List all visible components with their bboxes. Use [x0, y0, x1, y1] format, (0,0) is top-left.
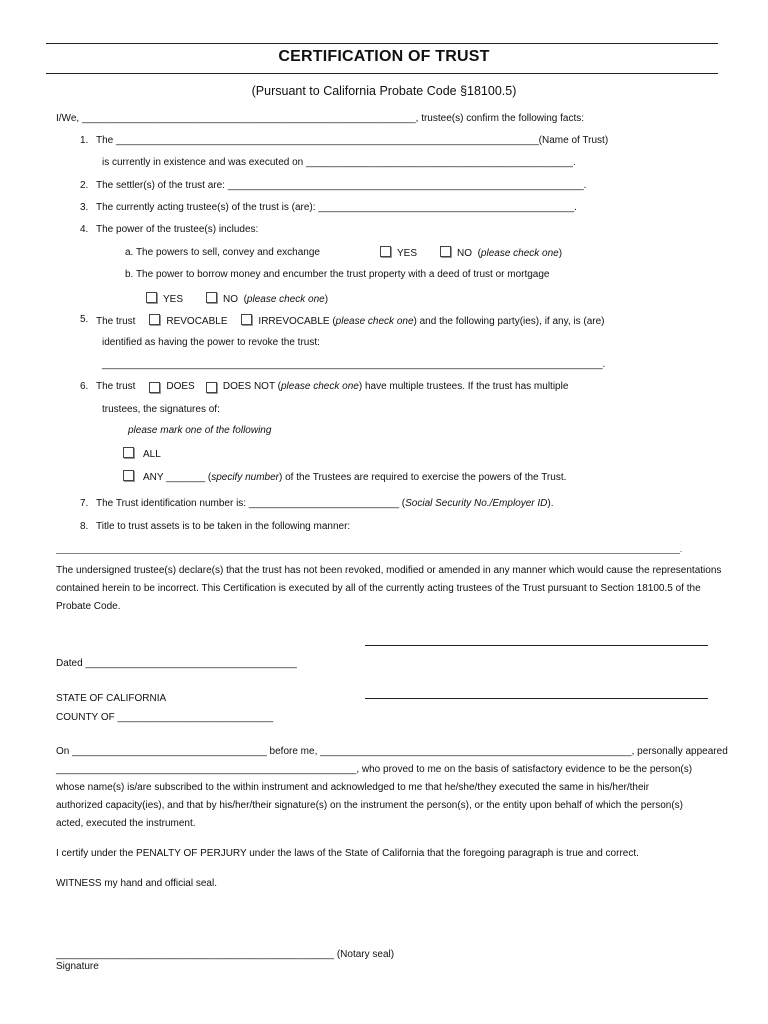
item-4b-text: b. The power to borrow money and encumber the trust property with a deed of trust or mortgage	[125, 269, 550, 280]
specify-number-hint: specify number	[211, 472, 280, 483]
title-manner-field[interactable]: _________________________________________________________________________________________________________________________________________.	[56, 545, 683, 554]
any-checkbox[interactable]	[123, 470, 134, 481]
perjury-statement: I certify under the PENALTY OF PERJURY under the laws of the State of California that the foregoing paragraph is true and correct.	[56, 848, 639, 859]
item-5-number: 5.	[80, 314, 89, 325]
does-label: DOES	[166, 381, 195, 392]
checkbox[interactable]	[146, 292, 157, 303]
intro-prefix: I/We,	[56, 113, 80, 124]
title-rule	[46, 73, 718, 74]
item-4a-no-option[interactable]: NO (please check one)	[440, 246, 562, 260]
all-option[interactable]: ALL	[123, 447, 161, 461]
trust-name-field[interactable]: The ____________________________________________________________________________(Name of Trust)	[96, 135, 609, 146]
item-6-line: The trust DOES DOES NOT (please check one) have multiple trustees. If the trust has multiple	[96, 381, 569, 392]
item-8-text: Title to trust assets is to be taken in the following manner:	[96, 521, 351, 532]
does-not-checkbox[interactable]	[206, 382, 217, 393]
item-3-number: 3.	[80, 202, 89, 213]
top-rule	[46, 43, 718, 44]
does-checkbox[interactable]	[149, 382, 160, 393]
item-2-number: 2.	[80, 180, 89, 191]
checkbox[interactable]	[380, 246, 391, 257]
checkbox[interactable]	[440, 246, 451, 257]
signature-label: Signature	[56, 961, 99, 972]
check-one-hint: please check one	[246, 294, 325, 305]
settlers-field[interactable]: The settler(s) of the trust are: ________________________________________________________________.	[96, 180, 587, 191]
item-4a-text: a. The powers to sell, convey and exchange	[125, 247, 320, 258]
trustee-signature-line-1[interactable]	[365, 645, 708, 646]
check-one-hint: please check one	[335, 316, 414, 327]
item-1-number: 1.	[80, 135, 89, 146]
page-title: CERTIFICATION OF TRUST	[278, 48, 490, 65]
item-7-number: 7.	[80, 498, 89, 509]
check-one-hint: please check one	[480, 248, 559, 259]
checkbox[interactable]	[206, 292, 217, 303]
trust-id-field[interactable]: The Trust identification number is: ___________________________ (Social Security No./Employer ID).	[96, 498, 554, 509]
any-option[interactable]: ANY _______ (specify number) of the Trustees are required to exercise the powers of the Trust.	[123, 470, 566, 484]
item-6-instruction: please mark one of the following	[128, 425, 272, 436]
item-6-line-2: trustees, the signatures of:	[102, 404, 220, 415]
intro-line	[56, 113, 584, 125]
ssn-employer-hint: Social Security No./Employer ID	[405, 498, 548, 509]
item-4b-yes-option[interactable]: YES	[146, 292, 183, 306]
notary-signature-field[interactable]: __________________________________________________ (Notary seal)	[56, 949, 395, 960]
item-4-number: 4.	[80, 224, 89, 235]
execution-date-field[interactable]: is currently in existence and was executed on ________________________________________________.	[102, 157, 576, 168]
item-6-number: 6.	[80, 381, 89, 392]
does-not-label: DOES NOT (	[222, 381, 281, 392]
intro-suffix: , trustee(s) confirm the following facts:	[415, 113, 585, 124]
county-field[interactable]: COUNTY OF ____________________________	[56, 712, 274, 723]
state-label: STATE OF CALIFORNIA	[56, 693, 167, 704]
item-4b-no-option[interactable]: NO (please check one)	[206, 292, 328, 306]
irrevocable-label: IRREVOCABLE (	[258, 316, 336, 327]
page-subtitle: (Pursuant to California Probate Code §18100.5)	[251, 84, 517, 98]
witness-statement: WITNESS my hand and official seal.	[56, 878, 217, 889]
revoke-party-field[interactable]: __________________________________________________________________________________________.	[102, 359, 606, 370]
all-checkbox[interactable]	[123, 447, 134, 458]
item-4-text: The power of the trustee(s) includes:	[96, 224, 259, 235]
item-5-line-2: identified as having the power to revoke the trust:	[102, 337, 320, 348]
notary-paragraph: On ___________________________________ before me, ________________________________________________________, personally appeared ______________________________________________________, who proved to me on the basis of satisfactory evidence to be the person(s) whose name(s) is/are subscribed to the within instrument and acknowledged to me that he/she/they executed the same in his/her/their authorized capacity(ies), and that by his/her/their signature(s) on the instrument the person(s), or the entity upon behalf of which the person(s) acted, executed the instrument.	[56, 746, 728, 829]
declaration-paragraph: The undersigned trustee(s) declare(s) that the trust has not been revoked, modified or amended in any manner which would cause the representations contained herein to be incorrect. This Certification is executed by all of the currently acting trustees of the Trust pursuant to Section 18100.5 of the Probate Code.	[56, 565, 722, 612]
check-one-hint: please check one	[281, 381, 359, 392]
item-5-line: The trust REVOCABLE IRREVOCABLE (please check one) and the following party(ies), if any, is (are)	[96, 316, 605, 327]
acting-trustees-field[interactable]: The currently acting trustee(s) of the trust is (are): ______________________________________________.	[96, 202, 577, 213]
irrevocable-checkbox[interactable]	[241, 314, 252, 325]
revocable-checkbox[interactable]	[149, 314, 160, 325]
revocable-label: REVOCABLE	[166, 316, 228, 327]
trustee-names-field[interactable]: ____________________________________________________________	[81, 113, 416, 124]
item-8-number: 8.	[80, 521, 89, 532]
item-4a-yes-option[interactable]: YES	[380, 246, 417, 260]
trustee-signature-line-2[interactable]	[365, 698, 708, 699]
dated-field[interactable]: Dated ______________________________________	[56, 658, 297, 669]
